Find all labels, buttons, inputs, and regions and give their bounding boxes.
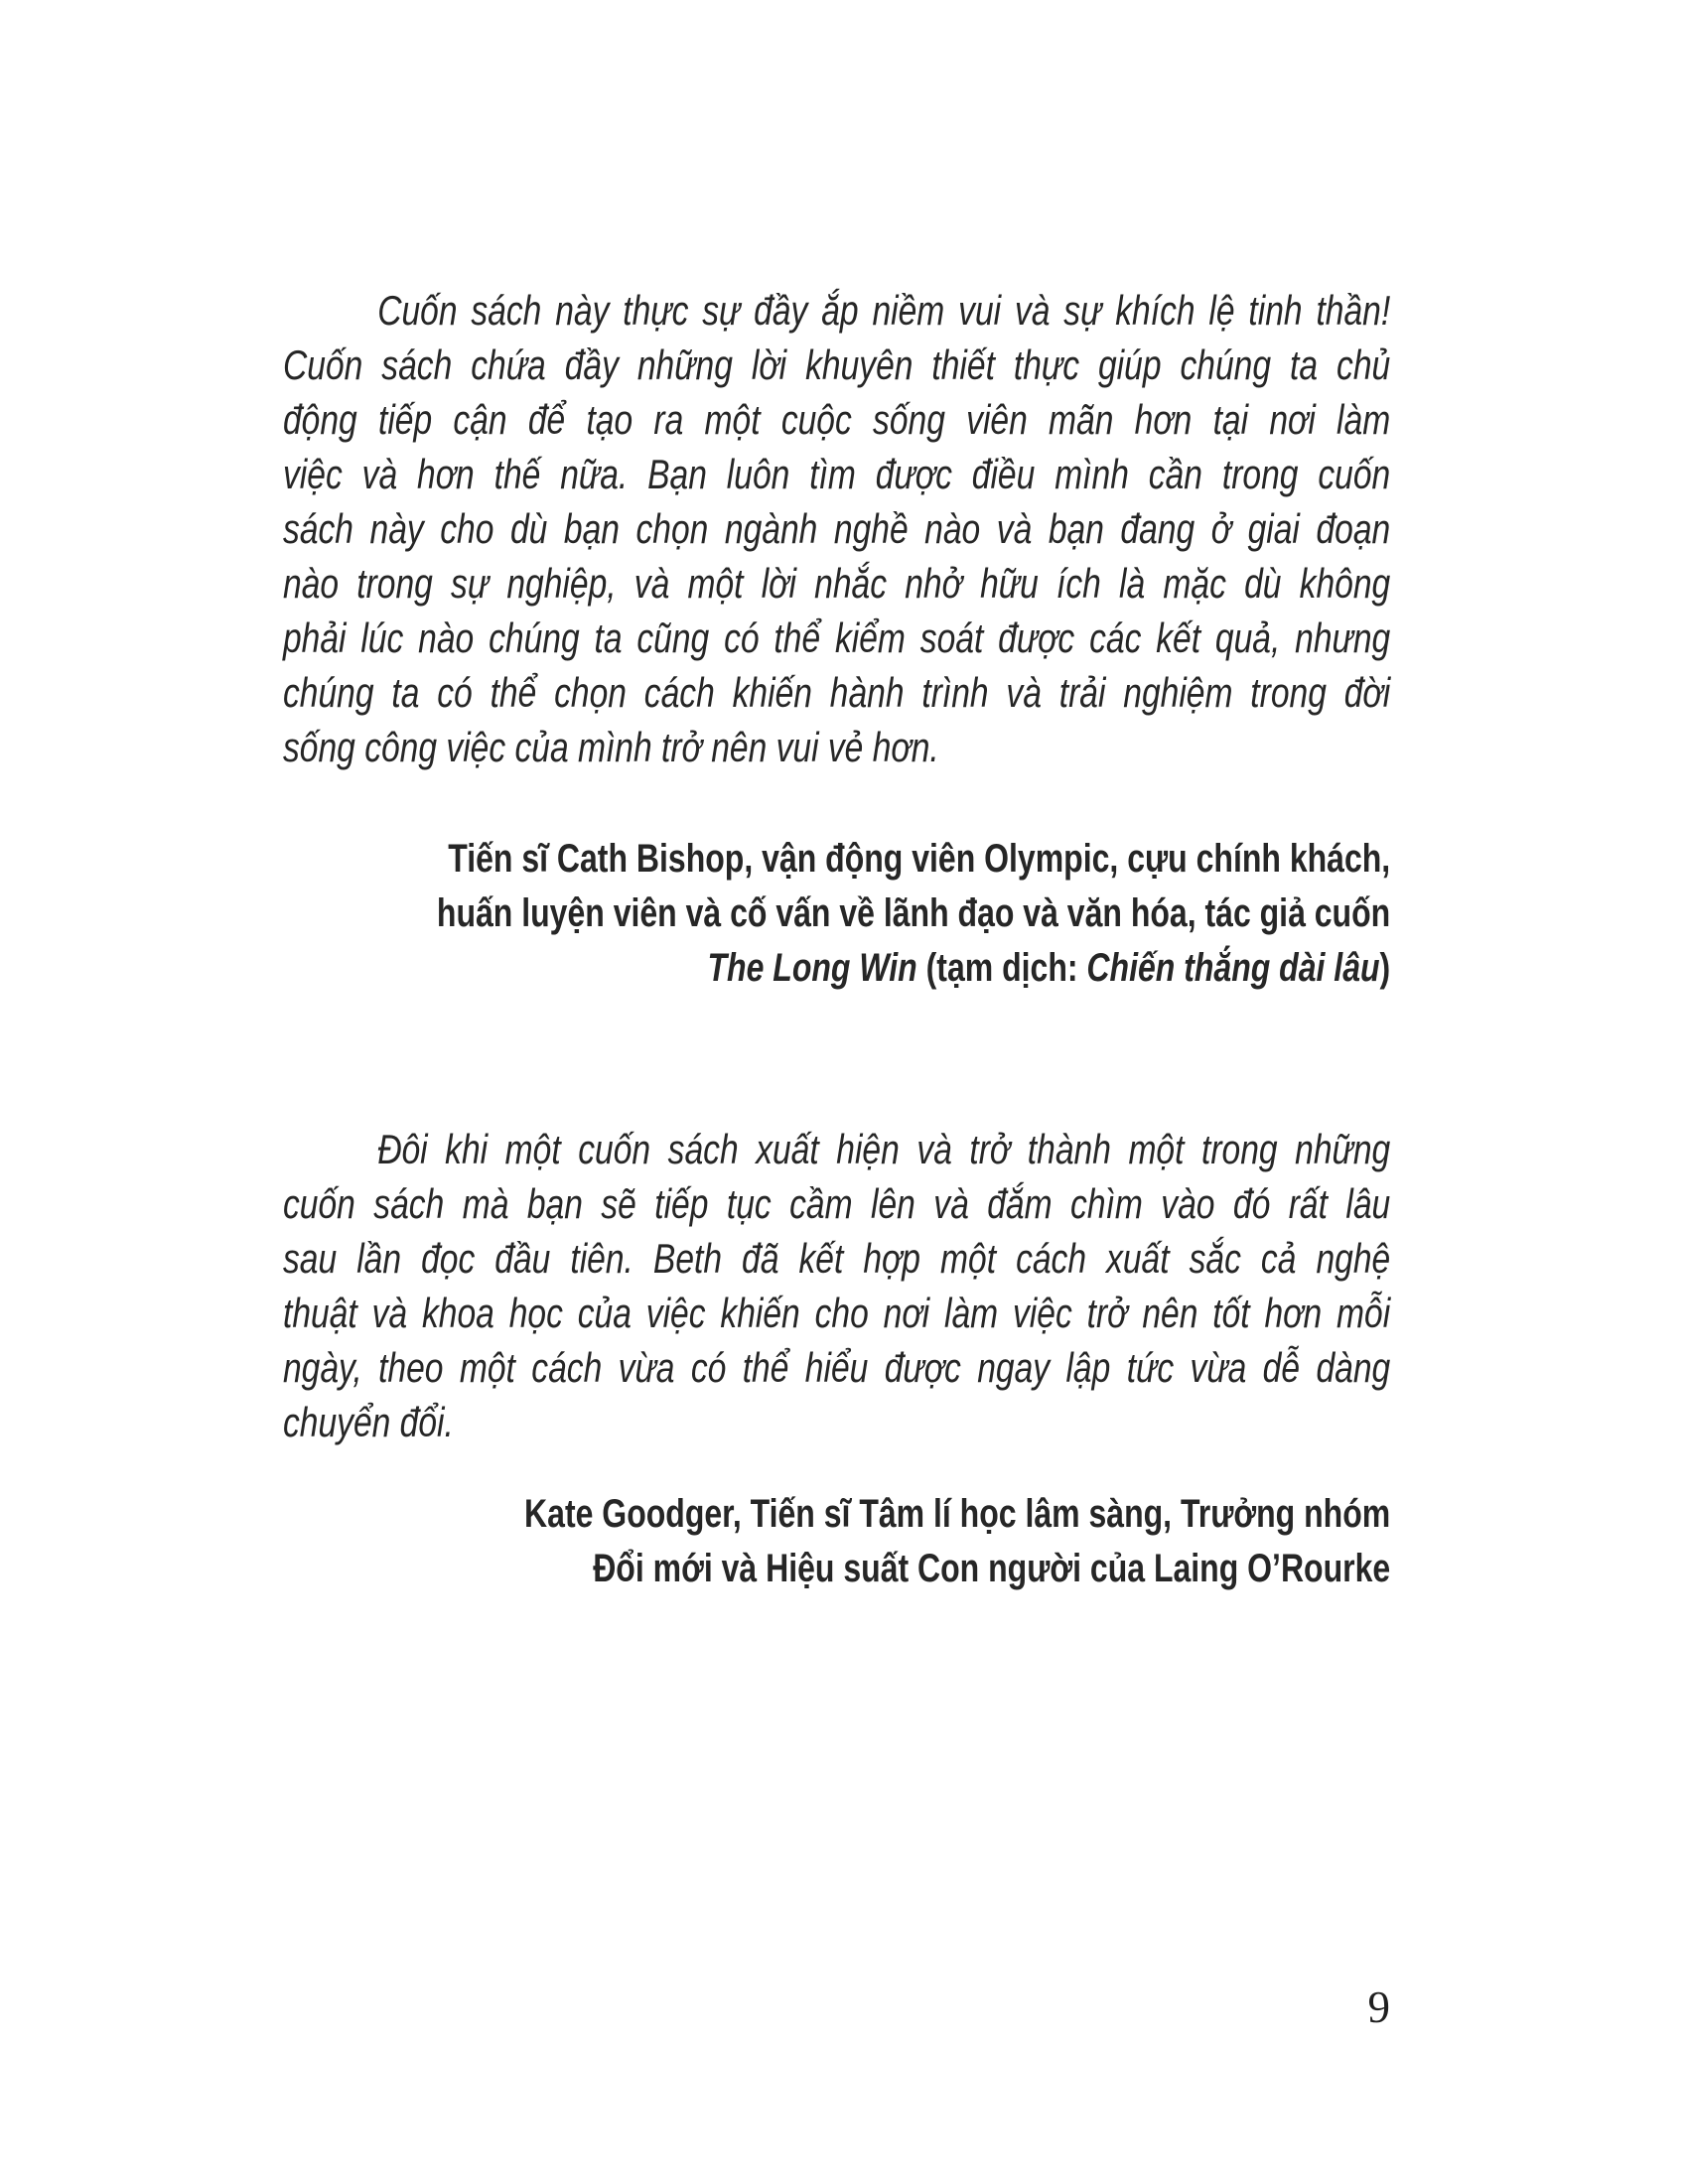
book-title-text: Chiến thắng dài lâu (1086, 946, 1380, 990)
text-column (283, 0, 1390, 1596)
quote-line: sống công việc của mình trở nên vui vẻ hơn. (283, 724, 939, 770)
attribution-line (283, 1487, 1390, 1542)
attribution-line (283, 1542, 1390, 1596)
attribution-text: Tiến sĩ Cath Bishop, vận động viên Olympic, cựu chính khách, (448, 837, 1391, 881)
quote-line: Cuốn sách này thực sự đầy ắp niềm vui và sự khích lệ tinh thần! (377, 287, 1391, 334)
quote-line: cuốn sách mà bạn sẽ tiếp tục cầm lên và đắm chìm vào đó rất lâu (283, 1180, 1391, 1227)
testimonial-quote-2 (283, 1122, 1390, 1449)
testimonial-quote-1 (283, 283, 1390, 774)
book-title-text: The Long Win (707, 946, 917, 990)
attribution-line (283, 832, 1390, 887)
attribution-text: Kate Goodger, Tiến sĩ Tâm lí học lâm sàng, Trưởng nhóm (524, 1492, 1391, 1536)
testimonial-attribution-1 (283, 832, 1390, 996)
quote-line: phải lúc nào chúng ta cũng có thể kiểm soát được các kết quả, nhưng (283, 614, 1391, 661)
quote-line: chúng ta có thể chọn cách khiến hành trình và trải nghiệm trong đời (283, 669, 1391, 716)
attribution-text: (tạm dịch: (916, 946, 1087, 990)
quote-line: chuyển đổi. (283, 1399, 454, 1445)
quote-line: sách này cho dù bạn chọn ngành nghề nào và bạn đang ở giai đoạn (283, 505, 1391, 552)
attribution-text: huấn luyện viên và cố vấn về lãnh đạo và văn hóa, tác giả cuốn (436, 891, 1391, 935)
quote-line: Cuốn sách chứa đầy những lời khuyên thiết thực giúp chúng ta chủ (283, 341, 1391, 388)
quote-line: việc và hơn thế nữa. Bạn luôn tìm được điều mình cần trong cuốn (283, 451, 1391, 497)
testimonial-attribution-2 (283, 1487, 1390, 1596)
quote-line: Đôi khi một cuốn sách xuất hiện và trở thành một trong những (377, 1126, 1391, 1172)
quote-line: nào trong sự nghiệp, và một lời nhắc nhở hữu ích là mặc dù không (283, 560, 1391, 607)
quote-line: sau lần đọc đầu tiên. Beth đã kết hợp một cách xuất sắc cả nghệ (283, 1235, 1391, 1282)
attribution-line (283, 887, 1390, 941)
attribution-text: Đổi mới và Hiệu suất Con người của Laing O’Rourke (593, 1547, 1391, 1590)
attribution-line (283, 941, 1390, 996)
quote-line: thuật và khoa học của việc khiến cho nơi làm việc trở nên tốt hơn mỗi (283, 1290, 1391, 1336)
quote-line: ngày, theo một cách vừa có thể hiểu được ngay lập tức vừa dễ dàng (283, 1344, 1391, 1391)
quote-line: động tiếp cận để tạo ra một cuộc sống viên mãn hơn tại nơi làm (283, 396, 1391, 443)
attribution-text: ) (1379, 946, 1391, 990)
page-number: 9 (1367, 1982, 1390, 2032)
